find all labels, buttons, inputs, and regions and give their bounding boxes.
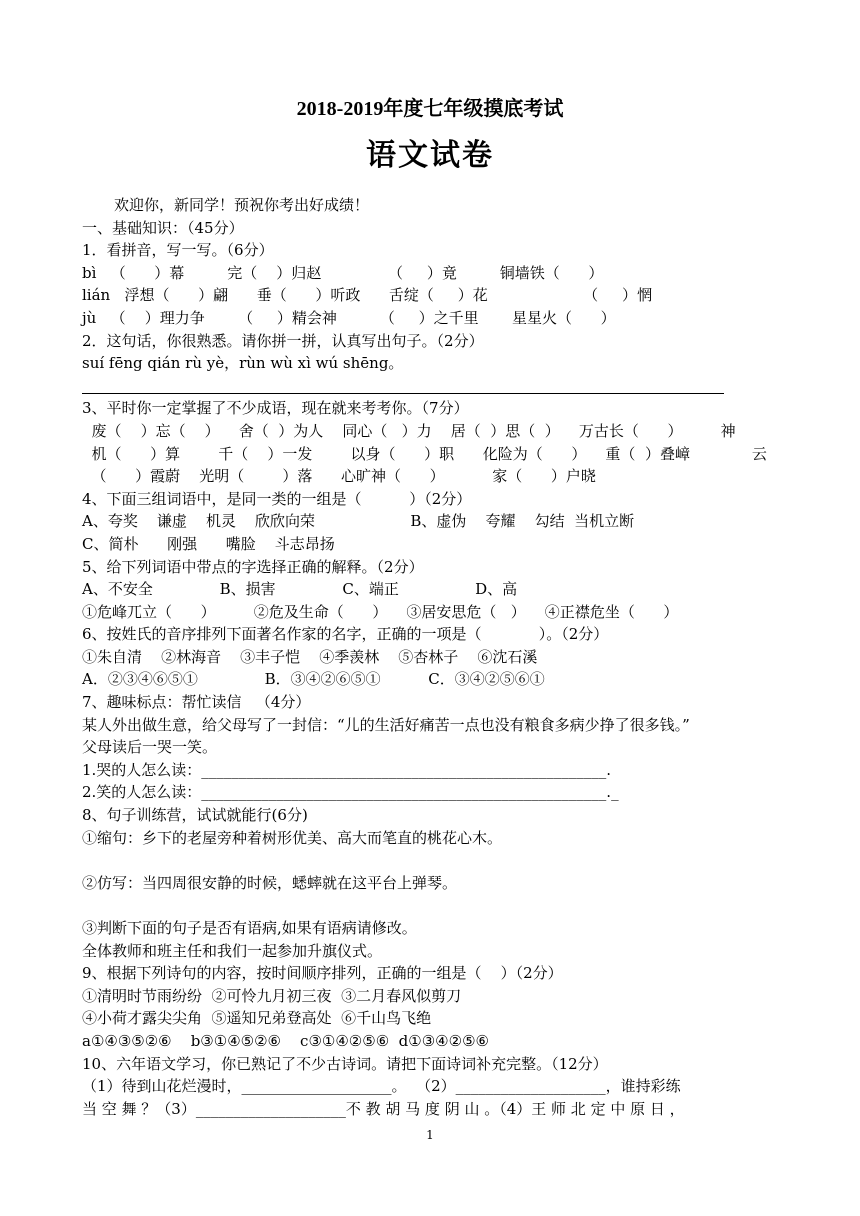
line-q3-row-1: 废（ ）忘（ ） 舍（ ）为人 同心（ ）力 居（ ）思（ ） 万古长（ ） 神: [82, 421, 736, 440]
line-q6-options: A．②③④⑥⑤① B．③④②⑥⑤① C．③④②⑤⑥①: [82, 670, 545, 689]
exam-title: 2018-2019年度七年级摸底考试: [296, 98, 564, 120]
line-q4-options-ab: A、夸奖 谦虚 机灵 欣欣向荣 B、虚伪 夸耀 勾结 当机立断: [82, 512, 635, 531]
line-q7-letter-cont: 父母读后一哭一笑。: [82, 738, 218, 757]
line-q1-row-lian: lián 浮想（ ）翩 垂（ ）听政 舌绽（ ）花 （ ）惘: [82, 286, 652, 305]
line-q10-fill-1: （1）待到山花烂漫时，____________________。 （2）____________________，谁持彩练: [82, 1077, 681, 1096]
line-q5: 5、给下列词语中带点的字选择正确的解释。（2分）: [82, 557, 424, 576]
line-q1-row-bi: bì （ ）幕 完（ ）归赵 （ ）竟 铜墙铁（ ）: [82, 263, 604, 282]
line-q10-fill-2: 当 空 舞 ？（3）____________________不 教 胡 马 度 阴 山 。（4）王 师 北 定 中 原 日 ，: [82, 1099, 685, 1118]
line-q9-poems-2: ④小荷才露尖尖角 ⑤遥知兄弟登高处 ⑥千山鸟飞绝: [82, 1009, 432, 1028]
line-q1: 1．看拼音，写一写。（6分）: [82, 241, 274, 260]
line-q9-options: a①④③⑤②⑥ b③①④⑤②⑥ c③①④②⑤⑥ d①③④②⑤⑥: [82, 1031, 489, 1050]
q2-answer-line: [82, 393, 724, 394]
line-q3-row-2: 机（ ）算 千（ ）一发 以身（ ）职 化险为（ ） 重（ ）叠嶂 云: [82, 444, 767, 463]
line-q6-names: ①朱自清 ②林海音 ③丰子恺 ④季羡林 ⑤杏林子 ⑥沈石溪: [82, 647, 538, 666]
line-q5-items: ①危峰兀立（ ） ②危及生命（ ） ③居安思危（ ） ④正襟危坐（ ）: [82, 602, 679, 621]
exam-body: [82, 194, 782, 1120]
line-q9-poems-1: ①清明时节雨纷纷 ②可怜九月初三夜 ③二月春风似剪刀: [82, 986, 462, 1005]
line-q4-option-c: C、简朴 刚强 嘴脸 斗志昂扬: [82, 534, 335, 553]
line-q7-letter: 某人外出做生意，给父母写了一封信：“儿的生活好痛苦一点也没有粮食多病少挣了很多钱。”: [82, 715, 690, 734]
paper-subtitle: 语文试卷: [366, 138, 494, 173]
line-q8-shorten: ①缩句：乡下的老屋旁种着树形优美、高大而笔直的桃花心木。: [82, 828, 503, 847]
line-q3: 3、平时你一定掌握了不少成语，现在就来考考你。（7分）: [82, 399, 469, 418]
line-q8: 8、句子训练营，试试就能行(6分): [82, 806, 308, 825]
line-q4: 4、下面三组词语中，是同一类的一组是（ ）（2分）: [82, 489, 472, 508]
line-q8-imitate: ②仿写：当四周很安静的时候，蟋蟀就在这平台上弹琴。: [82, 873, 458, 892]
line-q3-row-3: （ ）霞蔚 光明（ ）落 心旷神（ ） 家（ ）户晓: [82, 467, 596, 486]
page-number: 1: [426, 1128, 434, 1142]
line-q2: 2．这句话，你很熟悉。请你拼一拼，认真写出句子。（2分）: [82, 331, 484, 350]
line-q10: 10、六年语文学习，你已熟记了不少古诗词。请把下面诗词补充完整。（12分）: [82, 1054, 608, 1073]
line-q8-gap-1: [82, 849, 782, 872]
line-q8-sentence: 全体教师和班主任和我们一起参加升旗仪式。: [82, 941, 383, 960]
line-q8-judge: ③判断下面的句子是否有语病,如果有语病请修改。: [82, 919, 417, 937]
line-q6: 6、按姓氏的音序排列下面著名作家的名字，正确的一项是（ ）。（2分）: [82, 625, 609, 644]
line-q7-cry: 1.哭的人怎么读：______________________________________________________.: [82, 760, 612, 779]
line-q2-pinyin: suí fēng qián rù yè，rùn wù xì wú shēng。: [82, 354, 404, 373]
line-q5-options: A、不安全 B、损害 C、端正 D、高: [82, 580, 518, 599]
line-q9: 9、根据下列诗句的内容，按时间顺序排列，正确的一组是（ ）（2分）: [82, 964, 563, 983]
greeting-text: 欢迎你，新同学！预祝你考出好成绩！: [114, 196, 370, 214]
line-q8-gap-2: [82, 894, 782, 917]
line-q7: 7、趣味标点：帮忙读信 （4分）: [82, 693, 311, 712]
line-section-1: 一、基础知识：（45分）: [82, 218, 244, 237]
line-q7-laugh: 2.笑的人怎么读：______________________________________________________._: [82, 783, 619, 802]
line-q1-row-ju: jù （ ）理力争 （ ）精会神 （ ）之千里 星星火（ ）: [82, 308, 616, 327]
